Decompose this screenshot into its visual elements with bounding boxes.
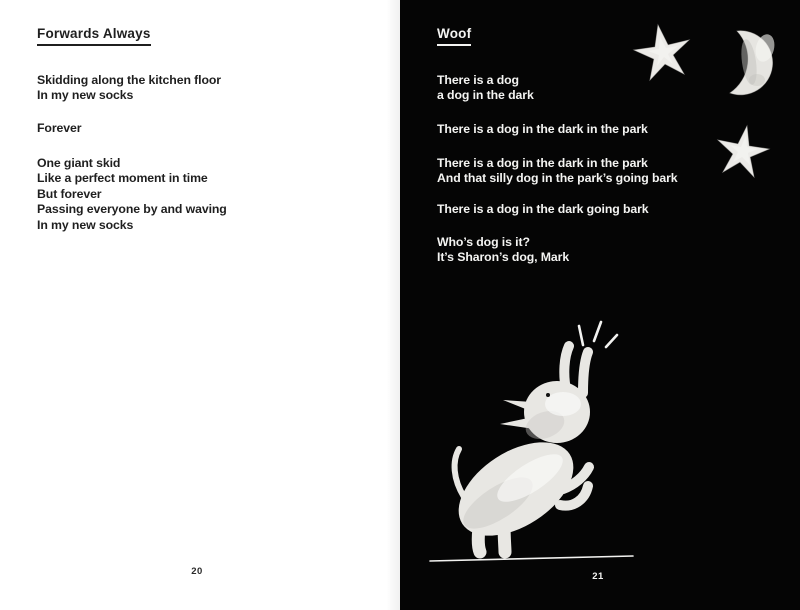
- page-number-right: 21: [592, 571, 604, 582]
- poem-line: Skidding along the kitchen floor: [37, 73, 221, 87]
- poem-line: a dog in the dark: [437, 88, 534, 103]
- poem-line: Who’s dog is it?: [437, 235, 530, 249]
- star-icon-top: [634, 25, 689, 80]
- ground-line: [430, 556, 633, 561]
- stanza: [437, 122, 648, 137]
- stanza: [437, 73, 534, 104]
- stanza: [437, 235, 569, 266]
- poem-line: There is a dog in the dark going bark: [437, 202, 649, 216]
- moon-icon: [730, 31, 777, 95]
- poem-line: It’s Sharon’s dog, Mark: [437, 250, 570, 265]
- star-icon-lower: [718, 126, 769, 177]
- poem-line: Like a perfect moment in time: [37, 171, 208, 186]
- page-number-left: 20: [191, 566, 203, 577]
- poem-line: In my new socks: [37, 217, 134, 232]
- bark-lines-icon: [579, 322, 617, 347]
- stanza: [37, 121, 81, 136]
- poem-line: There is a dog in the dark in the park: [437, 122, 648, 136]
- poem-line: Forever: [37, 121, 82, 135]
- poem-line: In my new socks: [37, 88, 134, 103]
- stanza: [437, 156, 678, 187]
- left-poem-title: Forwards Always: [37, 26, 151, 46]
- poem-line: And that silly dog in the park’s going bark: [437, 171, 678, 186]
- stanza: [37, 156, 227, 233]
- dog-illustration: [442, 346, 590, 555]
- dog-eye: [546, 393, 550, 397]
- poem-line: There is a dog: [437, 73, 519, 87]
- stanza: [37, 73, 221, 104]
- stanza: [437, 202, 649, 217]
- right-page: [400, 0, 800, 610]
- poem-line: There is a dog in the dark in the park: [437, 156, 648, 170]
- poem-line: One giant skid: [37, 156, 121, 170]
- poem-line: But forever: [37, 186, 102, 201]
- poem-line: Passing everyone by and waving: [37, 202, 227, 217]
- right-poem-title: Woof: [437, 26, 471, 46]
